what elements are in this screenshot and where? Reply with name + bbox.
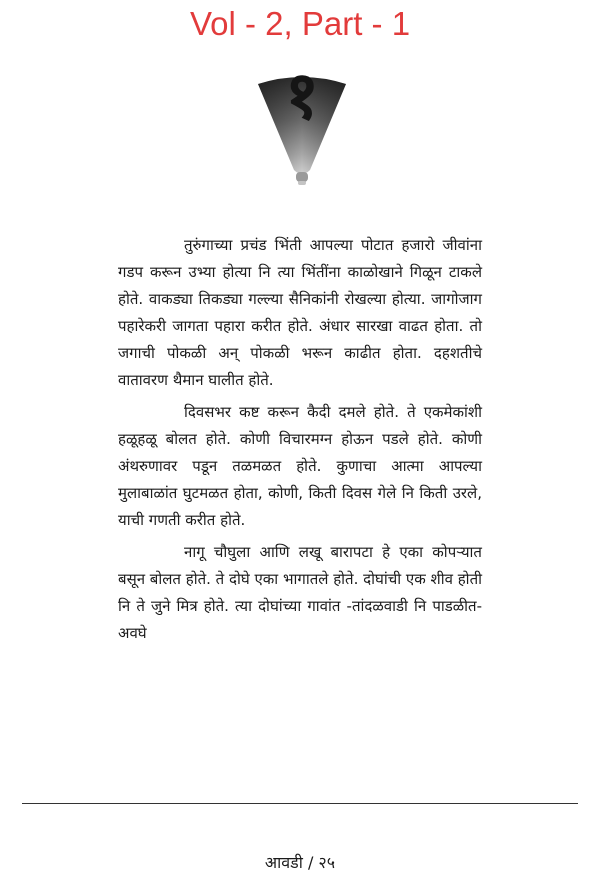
page-footer-label: आवडी / २५ bbox=[264, 853, 336, 872]
chapter-body bbox=[118, 232, 482, 647]
chapter-number: १ bbox=[284, 57, 320, 134]
footer-divider bbox=[22, 803, 578, 804]
chapter-emblem bbox=[254, 52, 350, 192]
paragraph-2: दिवसभर कष्ट करून कैदी दमले होते. ते एकमेकांशी हळूहळू बोलत होते. कोणी विचारमग्न होऊन पडले होते. कोणी अंथरुणावर पडून तळमळत होते. कुणाचा आत्मा आपल्या मुलाबाळांत घुटमळत होता, कोणी, किती दिवस गेले नि किती उरले, याची गणती करीत होते. bbox=[118, 403, 482, 529]
paragraph-1: तुरुंगाच्या प्रचंड भिंती आपल्या पोटात हजारो जीवांना गडप करून उभ्या होत्या नि त्या भिंतींना काळोखाने गिळून टाकले होते. वाकड्या तिकड्या गल्ल्या सैनिकांनी रोखल्या होत्या. जागोजाग पहारेकरी जागता पहारा करीत होते. अंधार सारखा वाढत होता. तो जगाची पोकळी अन् पोकळी भरून काढीत होता. दहशतीचे वातावरण थैमान घालीत होते. bbox=[118, 236, 482, 389]
volume-part-heading: Vol - 2, Part - 1 bbox=[189, 5, 411, 42]
paragraph-3: नागू चौघुला आणि लखू बारापटा हे एका कोपऱ्यात बसून बोलत होते. ते दोघे एका भागातले होते. दोघांची एक शीव होती नि ते जुने मित्र होते. त्या दोघांच्या गावांत -तांदळवाडी नि पाडळीत- अवघे bbox=[118, 543, 482, 642]
